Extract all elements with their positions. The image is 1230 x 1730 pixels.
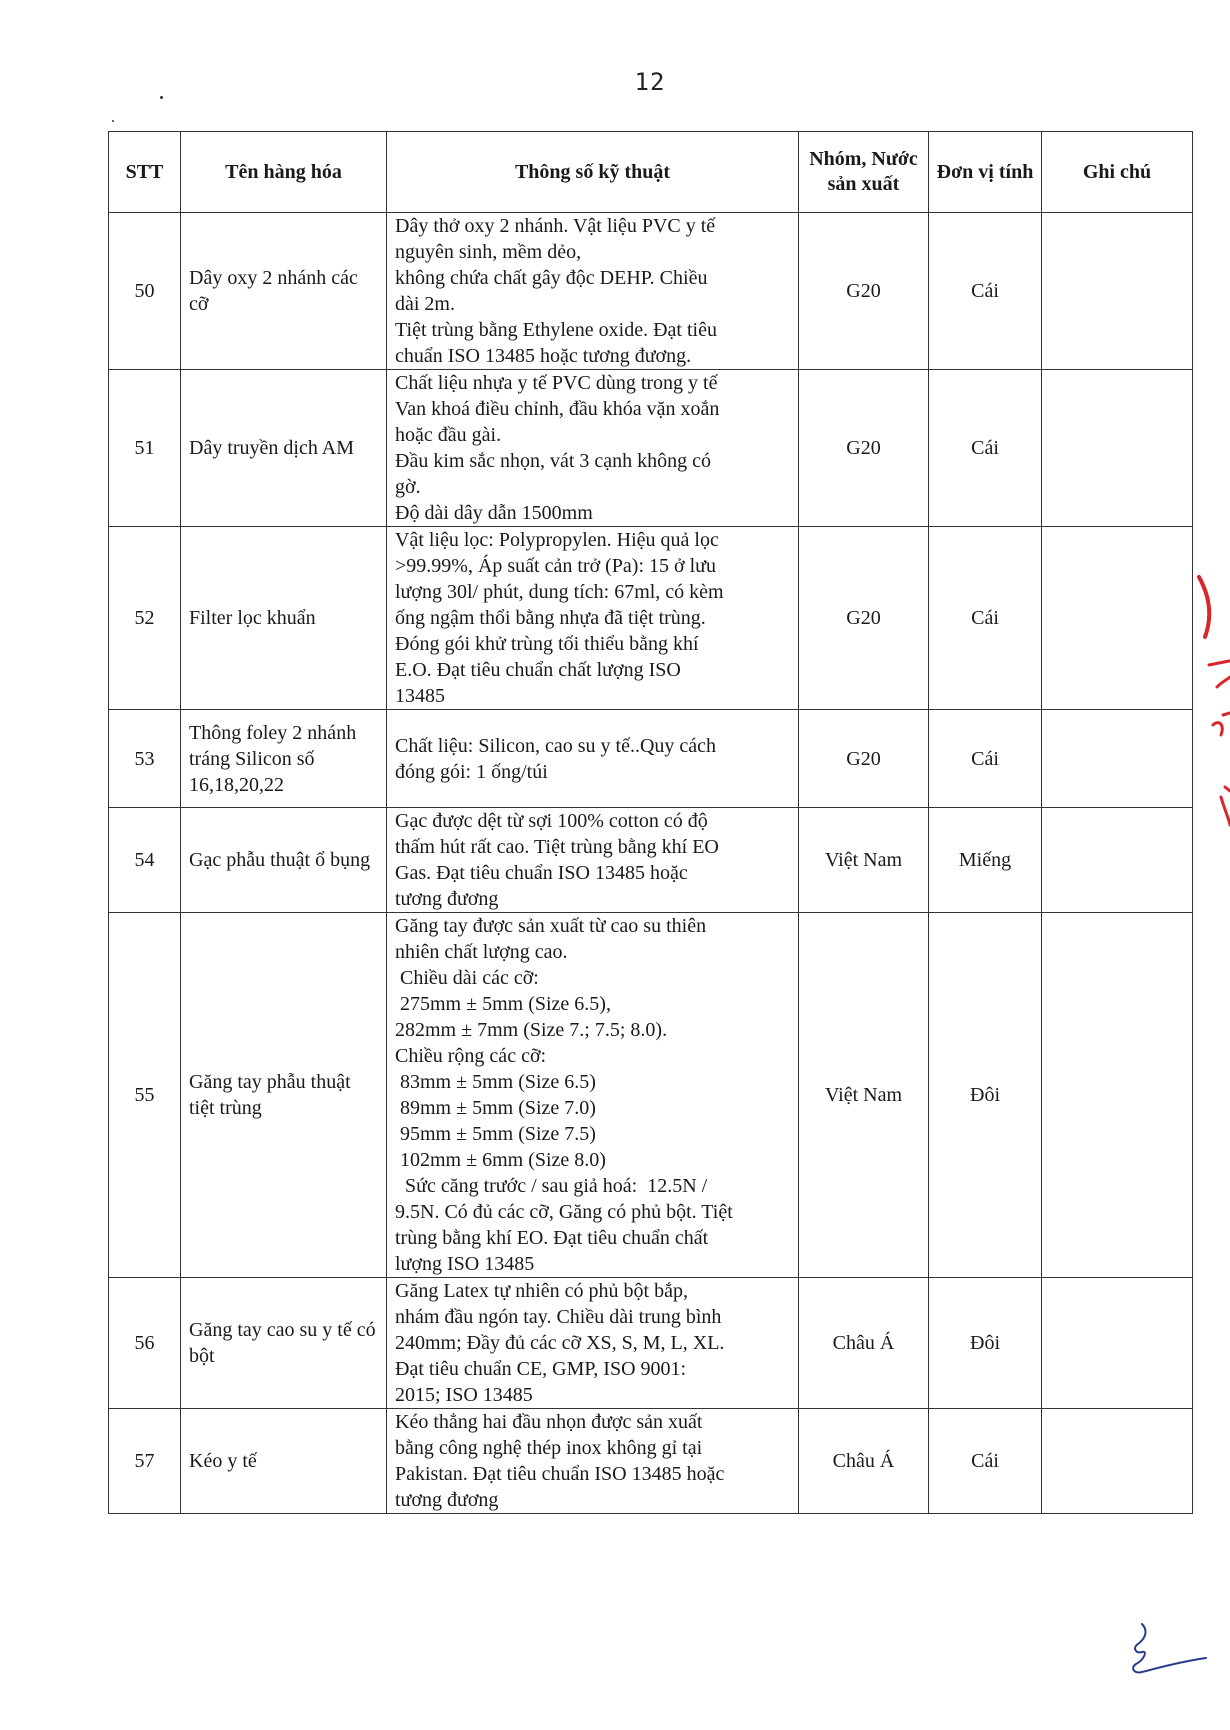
goods-table xyxy=(108,131,1193,1514)
row-unit: Đôi xyxy=(929,913,1042,1278)
spec-line: Pakistan. Đạt tiêu chuẩn ISO 13485 hoặc xyxy=(395,1463,725,1485)
row-name: Filter lọc khuẩn xyxy=(181,527,387,710)
row-name: Kéo y tế xyxy=(181,1409,387,1514)
row-name: Thông foley 2 nhánh tráng Silicon số 16,18,20,22 xyxy=(181,710,387,808)
row-unit: Cái xyxy=(929,370,1042,527)
row-group: G20 xyxy=(799,213,929,370)
spec-line: Van khoá điều chỉnh, đầu khóa vặn xoắn xyxy=(395,398,720,420)
row-stt: 54 xyxy=(109,808,181,913)
spec-line: chuẩn ISO 13485 hoặc tương đương. xyxy=(395,345,692,367)
header-name: Tên hàng hóa xyxy=(181,132,387,213)
spec-line: >99.99%, Áp suất cản trở (Pa): 15 ở lưu xyxy=(395,555,716,577)
spec-line: tương đương xyxy=(395,888,499,910)
row-note xyxy=(1042,913,1193,1278)
spec-line: tương đương xyxy=(395,1489,499,1511)
row-spec xyxy=(387,808,799,913)
spec-line: Đầu kim sắc nhọn, vát 3 cạnh không có xyxy=(395,450,712,472)
row-stt: 55 xyxy=(109,913,181,1278)
spec-line: lượng ISO 13485 xyxy=(395,1253,535,1275)
table-row xyxy=(109,710,1193,808)
header-spec: Thông số kỹ thuật xyxy=(387,132,799,213)
spec-line: trùng bằng khí EO. Đạt tiêu chuẩn chất xyxy=(395,1227,709,1249)
spec-line: nhiên chất lượng cao. xyxy=(395,941,568,963)
spec-line: Kéo thẳng hai đầu nhọn được sản xuất xyxy=(395,1411,703,1433)
spec-line: Đạt tiêu chuẩn CE, GMP, ISO 9001: xyxy=(395,1358,687,1380)
header-note: Ghi chú xyxy=(1042,132,1193,213)
spec-line: Vật liệu lọc: Polypropylen. Hiệu quả lọc xyxy=(395,529,719,551)
row-spec xyxy=(387,213,799,370)
row-stt: 57 xyxy=(109,1409,181,1514)
table-row xyxy=(109,527,1193,710)
row-note xyxy=(1042,808,1193,913)
table-row xyxy=(109,808,1193,913)
spec-line: Chiều rộng các cỡ: xyxy=(395,1045,547,1067)
row-stt: 53 xyxy=(109,710,181,808)
red-stamp-edge-icon xyxy=(1195,575,1230,835)
row-group: Việt Nam xyxy=(799,913,929,1278)
row-spec xyxy=(387,370,799,527)
row-stt: 51 xyxy=(109,370,181,527)
table-row xyxy=(109,1409,1193,1514)
spec-line: 275mm ± 5mm (Size 6.5), xyxy=(395,993,611,1015)
row-name: Dây truyền dịch AM xyxy=(181,370,387,527)
row-unit: Cái xyxy=(929,213,1042,370)
spec-line: bằng công nghệ thép inox không gỉ tại xyxy=(395,1437,703,1459)
header-stt: STT xyxy=(109,132,181,213)
table-row xyxy=(109,1278,1193,1409)
spec-line: ống ngậm thổi bằng nhựa đã tiệt trùng. xyxy=(395,607,706,629)
row-note xyxy=(1042,1278,1193,1409)
spec-line: lượng 30l/ phút, dung tích: 67ml, có kèm xyxy=(395,581,724,603)
row-group: Việt Nam xyxy=(799,808,929,913)
spec-line: 102mm ± 6mm (Size 8.0) xyxy=(395,1149,606,1171)
spec-line: Găng tay được sản xuất từ cao su thiên xyxy=(395,915,707,937)
scan-speck xyxy=(160,96,163,99)
page-number: 12 xyxy=(634,68,666,96)
spec-line: nguyên sinh, mềm dẻo, xyxy=(395,241,582,263)
spec-line: Chiều dài các cỡ: xyxy=(395,967,539,989)
row-unit: Cái xyxy=(929,1409,1042,1514)
row-name: Găng tay phẫu thuật tiệt trùng xyxy=(181,913,387,1278)
table-header-row xyxy=(109,132,1193,213)
spec-line: hoặc đầu gài. xyxy=(395,424,502,446)
header-unit: Đơn vị tính xyxy=(929,132,1042,213)
spec-line: Sức căng trước / sau giả hoá: 12.5N / xyxy=(395,1175,708,1197)
spec-line: 282mm ± 7mm (Size 7.; 7.5; 8.0). xyxy=(395,1019,668,1041)
row-spec xyxy=(387,527,799,710)
spec-line: Chất liệu: Silicon, cao su y tế..Quy cách xyxy=(395,734,717,757)
row-spec xyxy=(387,913,799,1278)
row-unit: Miếng xyxy=(929,808,1042,913)
spec-line: Chất liệu nhựa y tế PVC dùng trong y tế xyxy=(395,372,718,394)
spec-line: Gạc được dệt từ sợi 100% cotton có độ xyxy=(395,810,708,832)
spec-line: E.O. Đạt tiêu chuẩn chất lượng ISO xyxy=(395,659,681,681)
row-note xyxy=(1042,710,1193,808)
signature-mark-icon xyxy=(1128,1620,1208,1680)
spec-line: không chứa chất gây độc DEHP. Chiều xyxy=(395,267,708,289)
row-spec xyxy=(387,1409,799,1514)
row-stt: 52 xyxy=(109,527,181,710)
spec-line: 240mm; Đầy đủ các cỡ XS, S, M, L, XL. xyxy=(395,1332,725,1354)
spec-line: Độ dài dây dẫn 1500mm xyxy=(395,502,593,524)
row-stt: 56 xyxy=(109,1278,181,1409)
spec-line: gờ. xyxy=(395,476,421,498)
row-spec xyxy=(387,710,799,808)
spec-line: dài 2m. xyxy=(395,293,455,315)
spec-line: 83mm ± 5mm (Size 6.5) xyxy=(395,1071,596,1093)
spec-line: 13485 xyxy=(395,685,445,707)
table-body xyxy=(109,213,1193,1514)
spec-line: thấm hút rất cao. Tiệt trùng bằng khí EO xyxy=(395,836,719,858)
row-spec xyxy=(387,1278,799,1409)
spec-line: Gas. Đạt tiêu chuẩn ISO 13485 hoặc xyxy=(395,862,688,884)
row-name: Gạc phẫu thuật ổ bụng xyxy=(181,808,387,913)
spec-line: 95mm ± 5mm (Size 7.5) xyxy=(395,1123,596,1145)
row-group: Châu Á xyxy=(799,1409,929,1514)
spec-line: Găng Latex tự nhiên có phủ bột bắp, xyxy=(395,1280,688,1302)
row-group: G20 xyxy=(799,710,929,808)
row-name: Dây oxy 2 nhánh các cỡ xyxy=(181,213,387,370)
row-group: G20 xyxy=(799,527,929,710)
row-stt: 50 xyxy=(109,213,181,370)
spec-line: 9.5N. Có đủ các cỡ, Găng có phủ bột. Tiệt xyxy=(395,1201,733,1223)
spec-line: Đóng gói khử trùng tối thiểu bằng khí xyxy=(395,633,699,655)
spec-line: Dây thở oxy 2 nhánh. Vật liệu PVC y tế xyxy=(395,215,716,237)
row-note xyxy=(1042,1409,1193,1514)
row-unit: Đôi xyxy=(929,1278,1042,1409)
table-row xyxy=(109,213,1193,370)
spec-line: Tiệt trùng bằng Ethylene oxide. Đạt tiêu xyxy=(395,319,717,341)
row-note xyxy=(1042,213,1193,370)
row-note xyxy=(1042,370,1193,527)
row-note xyxy=(1042,527,1193,710)
scan-speck xyxy=(112,120,114,122)
header-group: Nhóm, Nước sản xuất xyxy=(799,132,929,213)
row-name: Găng tay cao su y tế có bột xyxy=(181,1278,387,1409)
spec-line: 89mm ± 5mm (Size 7.0) xyxy=(395,1097,596,1119)
row-group: G20 xyxy=(799,370,929,527)
row-unit: Cái xyxy=(929,710,1042,808)
table-row xyxy=(109,913,1193,1278)
row-unit: Cái xyxy=(929,527,1042,710)
spec-line: nhám đầu ngón tay. Chiều dài trung bình xyxy=(395,1306,722,1328)
spec-line: đóng gói: 1 ống/túi xyxy=(395,760,548,783)
table-row xyxy=(109,370,1193,527)
spec-line: 2015; ISO 13485 xyxy=(395,1384,533,1406)
row-group: Châu Á xyxy=(799,1278,929,1409)
